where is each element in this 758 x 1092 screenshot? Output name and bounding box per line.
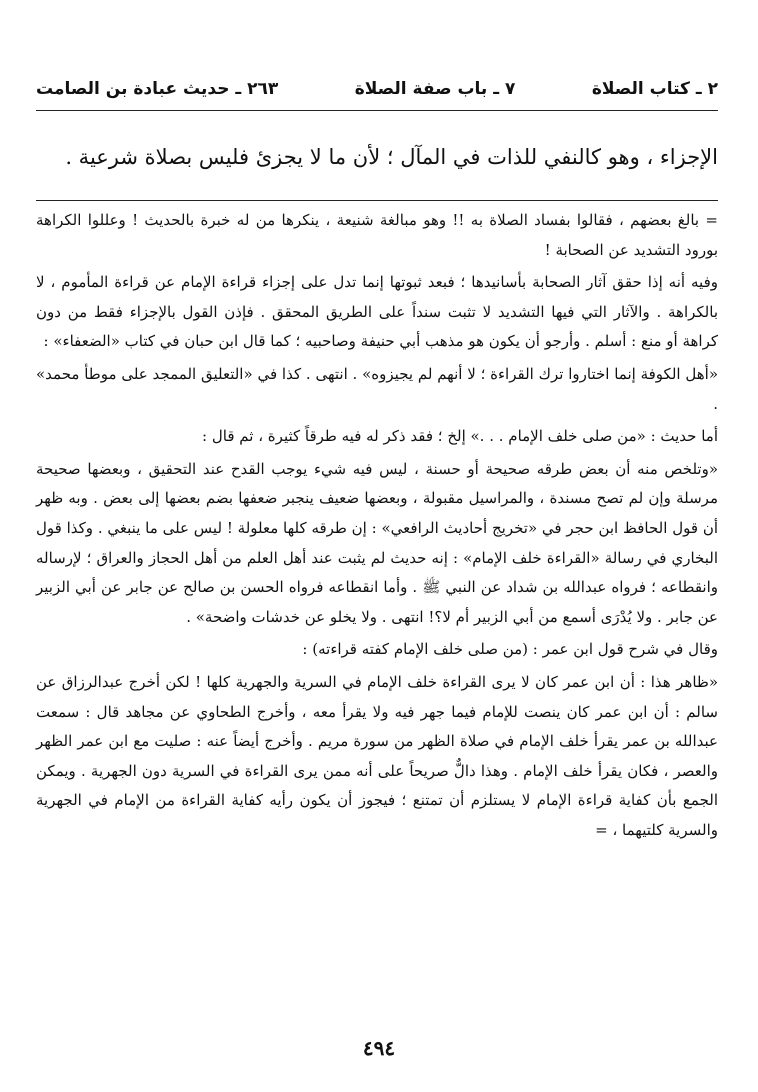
header-rule [36,110,718,111]
lead-text: الإجزاء ، وهو كالنفي للذات في المآل ؛ لأن ما لا يجزئ فليس بصلاة شرعية . [65,145,718,169]
running-header [36,74,718,104]
paragraph: «وتلخص منه أن بعض طرقه صحيحة أو حسنة ، ليس فيه شيء يوجب القدح عند التحقيق ، وبعضها صحيحة مرسلة وإن لم تصح مسندة ، والمراسيل مقبولة ، وبعضها ضعيف ينجبر ضعفها بضم بعضها إلى بعض . وبه ظهر أن قول الحافظ ابن حجر في «تخريج أحاديث الرافعي» : إن طرقه كلها معلولة ! ليس على ما ينبغي . وكذا قول البخاري في رسالة «القراءة خلف الإمام» : إنه حديث لم يثبت عند أهل العلم من أهل الحجاز والعراق ؛ لإرساله وانقطاعه ؛ فرواه عبدالله بن شداد عن النبي ﷺ . وأما انقطاعه فرواه الحسن بن صالح عن جابر عن أبي الزبير عن جابر . ولا يُدْرَى أسمع من أبي الزبير أم لا؟! انتهى . ولا يخلو عن خدشات واضحة» . [36,459,718,626]
header-right: ٢ ـ كتاب الصلاة [591,79,718,99]
footnote-body [36,206,718,848]
paragraph: وقال في شرح قول ابن عمر : (من صلى خلف الإمام كفته قراءته) : [302,640,718,659]
paragraph: «أهل الكوفة إنما اختاروا ترك القراءة ؛ لا أنهم لم يجيزوه» . انتهى . كذا في «التعليق الممجد على موطأ محمد» . [36,364,718,413]
header-left: ٢٦٣ ـ حديث عبادة بن الصامت [36,79,279,99]
page-number: ٤٩٤ [362,1036,396,1060]
paragraph: وفيه أنه إذا حقق آثار الصحابة بأسانيدها ؛ فبعد ثبوتها إنما تدل على إجزاء قراءة الإمام عن قراءة المأموم ، لا بالكراهة . والآثار التي فيها التشديد لا تثبت سنداً على الطريق المحقق . فإذن القول بالإجزاء فقط من دون كراهة أو منع : أسلم . وأرجو أن يكون هو مذهب أبي حنيفة وصاحبيه ؛ كما قال ابن حبان في كتاب «الضعفاء» : [36,273,718,351]
header-center: ٧ ـ باب صفة الصلاة [354,79,516,99]
paragraph: = بالغ بعضهم ، فقالوا بفساد الصلاة به !! وهو مبالغة شنيعة ، ينكرها من له خبرة بالحديث ! وعللوا الكراهة بورود التشديد عن الصحابة ! [36,211,718,259]
footnote-separator [36,200,718,201]
paragraph: «ظاهر هذا : أن ابن عمر كان لا يرى القراءة خلف الإمام في السرية والجهرية كلها ! لكن أخرج عبدالرزاق عن سالم : أن ابن عمر كان ينصت للإمام فيما جهر فيه ولا يقرأ معه ، وأخرج الطحاوي عن مجاهد قال : سمعت عبدالله بن عمر يقرأ خلف الإمام في صلاة الظهر من سورة مريم . وأخرج أيضاً عنه : صليت مع ابن عمر الظهر والعصر ، فكان يقرأ خلف الإمام . وهذا دالٌّ صريحاً على أنه ممن يرى القراءة في السرية دون الجهرية . ويمكن الجمع بأن كفاية قراءة الإمام لا يستلزم أن تمتنع ؛ فيجوز أن يكون رأيه كفاية القراءة من الإمام في الجهرية والسرية كلتيهما ، = [36,672,718,839]
paragraph: أما حديث : «من صلى خلف الإمام . . .» إلخ ؛ فقد ذكر له فيه طرقاً كثيرة ، ثم قال : [202,427,718,446]
